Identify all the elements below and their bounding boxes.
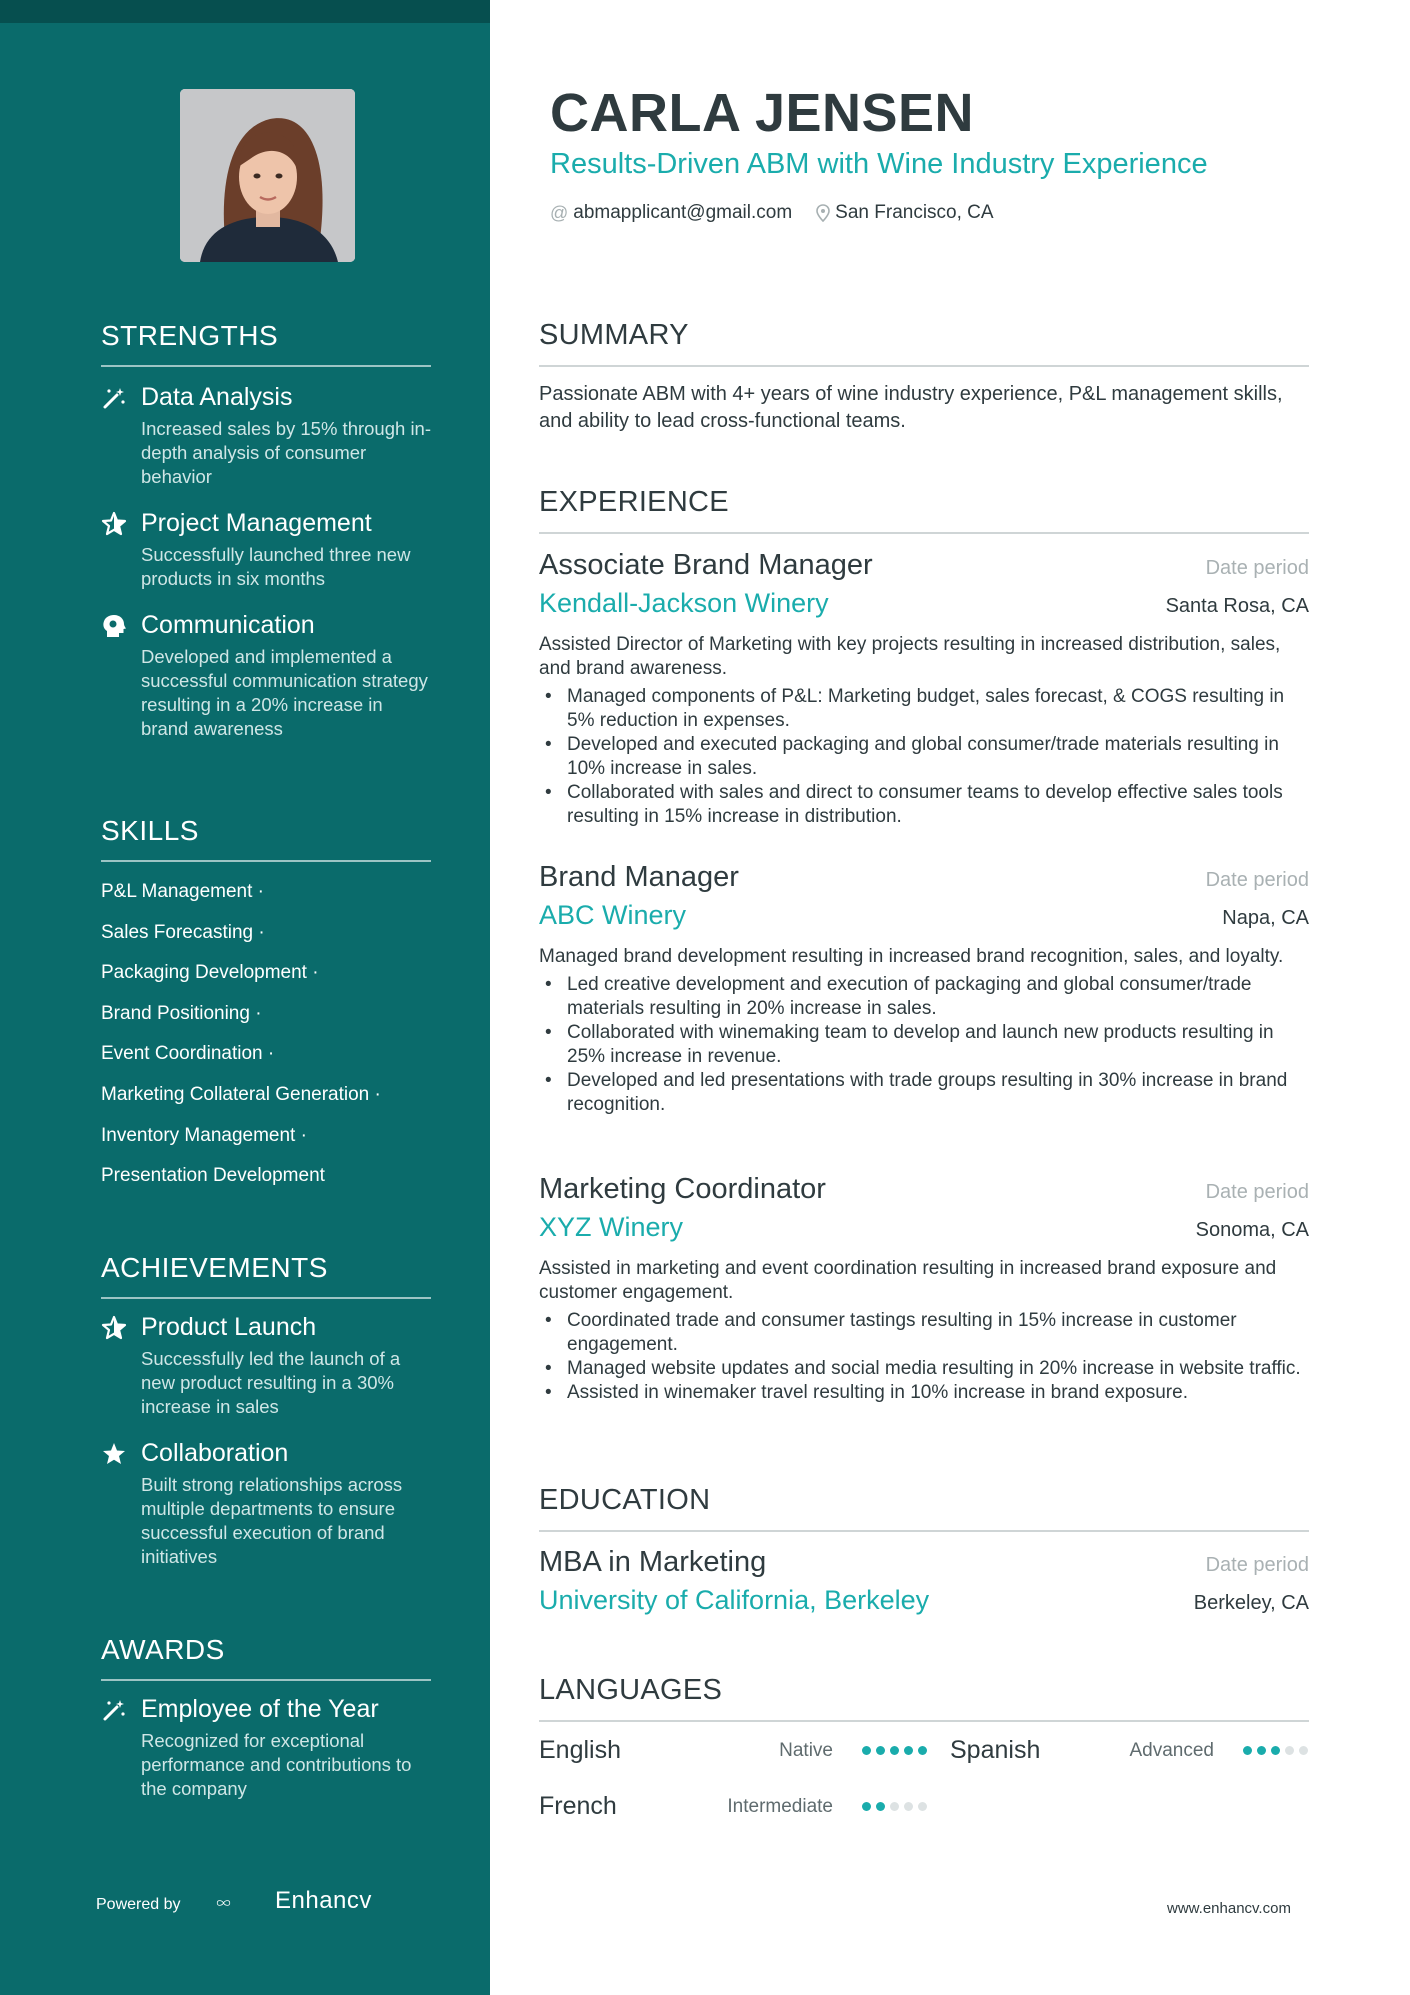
head-icon (101, 613, 127, 639)
strength-item (101, 381, 431, 489)
school-name: University of California, Berkeley (539, 1585, 930, 1615)
job-description: Assisted in marketing and event coordination resulting in increased brand exposure and customer engagement. (539, 1258, 1277, 1303)
proficiency-dot-empty (1299, 1746, 1308, 1755)
skill-item: Presentation Development (101, 1165, 325, 1187)
strength-title: Data Analysis (141, 383, 293, 411)
strength-description: Increased sales by 15% through in-depth analysis of consumer behavior (141, 418, 432, 487)
skill-item: Event Coordination · (101, 1043, 275, 1065)
language-dots (1238, 1746, 1308, 1755)
job-bullets (539, 1309, 1309, 1405)
summary-title: SUMMARY (539, 319, 1309, 367)
proficiency-dot-empty (1285, 1746, 1294, 1755)
skill-item: Sales Forecasting · (101, 921, 265, 943)
strength-description: Successfully launched three new products in six months (141, 544, 411, 589)
star-icon (101, 511, 127, 537)
languages-title: LANGUAGES (539, 1674, 1309, 1722)
skills-title: SKILLS (101, 815, 431, 862)
powered-by-label: Powered by (96, 1896, 181, 1913)
at-icon: @ (550, 202, 569, 223)
sidebar-top-bar (0, 0, 490, 23)
job-entry (539, 1173, 1309, 1405)
job-bullet: • Coordinated trade and consumer tastings resulting in 15% increase in customer engagement. (539, 1309, 1309, 1357)
skills-section (101, 815, 431, 1197)
proficiency-dot-filled (904, 1746, 913, 1755)
skill-item: Packaging Development · (101, 962, 319, 984)
language-item (539, 1792, 927, 1821)
achievement-description: Built strong relationships across multiple departments to ensure successful execution of brand initiatives (141, 1474, 403, 1567)
language-dots (857, 1746, 927, 1755)
email-link[interactable]: abmapplicant@gmail.com (573, 202, 793, 223)
language-level: Advanced (1129, 1739, 1214, 1761)
summary-text: Passionate ABM with 4+ years of wine industry experience, P&L management skills, and ability to lead cross-functional teams. (539, 383, 1283, 432)
experience-title: EXPERIENCE (539, 486, 1309, 534)
skill-item: Marketing Collateral Generation · (101, 1083, 381, 1105)
job-location: Sonoma, CA (1195, 1219, 1309, 1241)
achievement-item (101, 1311, 431, 1419)
language-name: English (539, 1736, 621, 1764)
job-description: Assisted Director of Marketing with key projects resulting in increased distribution, sales, and brand awareness. (539, 634, 1281, 679)
job-bullet: • Assisted in winemaker travel resulting in 10% increase in brand exposure. (539, 1381, 1309, 1405)
proficiency-dot-filled (876, 1802, 885, 1811)
job-bullet: • Developed and executed packaging and global consumer/trade materials resulting in 10% increase in sales. (539, 733, 1309, 781)
job-title: Associate Brand Manager (539, 549, 873, 581)
strength-item (101, 609, 431, 741)
job-entry (539, 549, 1309, 829)
job-location: Napa, CA (1222, 907, 1309, 929)
job-company: Kendall-Jackson Winery (539, 588, 829, 618)
job-entry (539, 861, 1309, 1117)
strengths-section (101, 320, 431, 741)
job-bullets (539, 685, 1309, 829)
proficiency-dot-empty (918, 1802, 927, 1811)
job-company: ABC Winery (539, 900, 687, 930)
job-date: Date period (1205, 869, 1309, 891)
achievement-title: Collaboration (141, 1439, 289, 1467)
job-date: Date period (1205, 557, 1309, 579)
enhancv-logo-icon (216, 1885, 266, 1921)
strength-title: Communication (141, 611, 315, 639)
proficiency-dot-filled (876, 1746, 885, 1755)
strength-item (101, 507, 431, 591)
proficiency-dot-empty (904, 1802, 913, 1811)
strength-title: Project Management (141, 509, 372, 537)
location-pin-icon (816, 204, 830, 222)
proficiency-dot-empty (890, 1802, 899, 1811)
proficiency-dot-filled (862, 1746, 871, 1755)
job-bullet: • Collaborated with sales and direct to consumer teams to develop effective sales tools resulting in 15% increase in distribution. (539, 781, 1309, 829)
proficiency-dot-filled (890, 1746, 899, 1755)
education-entry (539, 1546, 1309, 1616)
language-level: Native (779, 1739, 833, 1761)
magic-wand-icon (101, 1697, 127, 1723)
skill-item: Brand Positioning · (101, 1002, 262, 1024)
candidate-name: CARLA JENSEN (550, 83, 975, 143)
skill-item: P&L Management · (101, 881, 264, 902)
language-item (539, 1736, 927, 1765)
star-outline-icon (101, 1315, 127, 1341)
experience-section (539, 486, 1309, 534)
achievement-title: Product Launch (141, 1313, 317, 1341)
job-bullet: • Managed components of P&L: Marketing budget, sales forecast, & COGS resulting in 5% reduction in expenses. (539, 685, 1309, 733)
awards-title: AWARDS (101, 1634, 431, 1681)
award-title: Employee of the Year (141, 1695, 379, 1723)
job-description: Managed brand development resulting in increased brand recognition, sales, and loyalty. (539, 946, 1284, 967)
language-name: French (539, 1792, 617, 1820)
proficiency-dot-filled (1271, 1746, 1280, 1755)
proficiency-dot-filled (1243, 1746, 1252, 1755)
job-bullet: • Managed website updates and social media resulting in 20% increase in website traffic. (539, 1357, 1309, 1381)
awards-section (101, 1634, 431, 1801)
job-date: Date period (1205, 1181, 1309, 1203)
job-location: Santa Rosa, CA (1165, 595, 1309, 617)
contact-info (550, 202, 994, 224)
profile-photo (180, 89, 355, 262)
proficiency-dot-filled (862, 1802, 871, 1811)
job-company: XYZ Winery (539, 1212, 684, 1242)
achievements-title: ACHIEVEMENTS (101, 1252, 431, 1299)
skill-item: Inventory Management · (101, 1124, 307, 1146)
school-location: Berkeley, CA (1193, 1592, 1309, 1614)
award-item (101, 1693, 431, 1801)
education-title: EDUCATION (539, 1484, 1309, 1532)
job-title: Brand Manager (539, 861, 739, 893)
candidate-tagline: Results-Driven ABM with Wine Industry Experience (550, 148, 1208, 180)
footer-url[interactable]: www.enhancv.com (1167, 1900, 1291, 1917)
achievement-item (101, 1437, 431, 1569)
job-bullet: • Collaborated with winemaking team to develop and launch new products resulting in 25% increase in revenue. (539, 1021, 1309, 1069)
language-name: Spanish (950, 1736, 1041, 1764)
language-dots (857, 1802, 927, 1811)
job-bullet: • Led creative development and execution of packaging and global consumer/trade materials resulting in 20% increase in sales. (539, 973, 1309, 1021)
degree-title: MBA in Marketing (539, 1546, 767, 1578)
location-text: San Francisco, CA (835, 202, 994, 223)
job-bullets (539, 973, 1309, 1117)
star-filled-icon (101, 1441, 127, 1467)
education-section (539, 1484, 1309, 1532)
magic-wand-icon (101, 385, 127, 411)
achievement-description: Successfully led the launch of a new product resulting in a 30% increase in sales (141, 1348, 401, 1417)
language-level: Intermediate (727, 1795, 833, 1817)
brand-name[interactable]: Enhancv (275, 1887, 372, 1914)
job-bullet: • Developed and led presentations with trade groups resulting in 30% increase in brand recognition. (539, 1069, 1309, 1117)
sidebar (0, 0, 490, 1995)
job-title: Marketing Coordinator (539, 1173, 826, 1205)
summary-section (539, 319, 1309, 435)
strength-description: Developed and implemented a successful communication strategy resulting in a 20% increase in brand awareness (141, 646, 428, 739)
skills-list (101, 872, 431, 1197)
award-description: Recognized for exceptional performance and contributions to the company (141, 1730, 412, 1799)
strengths-title: STRENGTHS (101, 320, 431, 367)
proficiency-dot-filled (1257, 1746, 1266, 1755)
education-date: Date period (1205, 1554, 1309, 1576)
achievements-section (101, 1252, 431, 1569)
languages-section (539, 1674, 1309, 1722)
proficiency-dot-filled (918, 1746, 927, 1755)
language-item (950, 1736, 1308, 1765)
